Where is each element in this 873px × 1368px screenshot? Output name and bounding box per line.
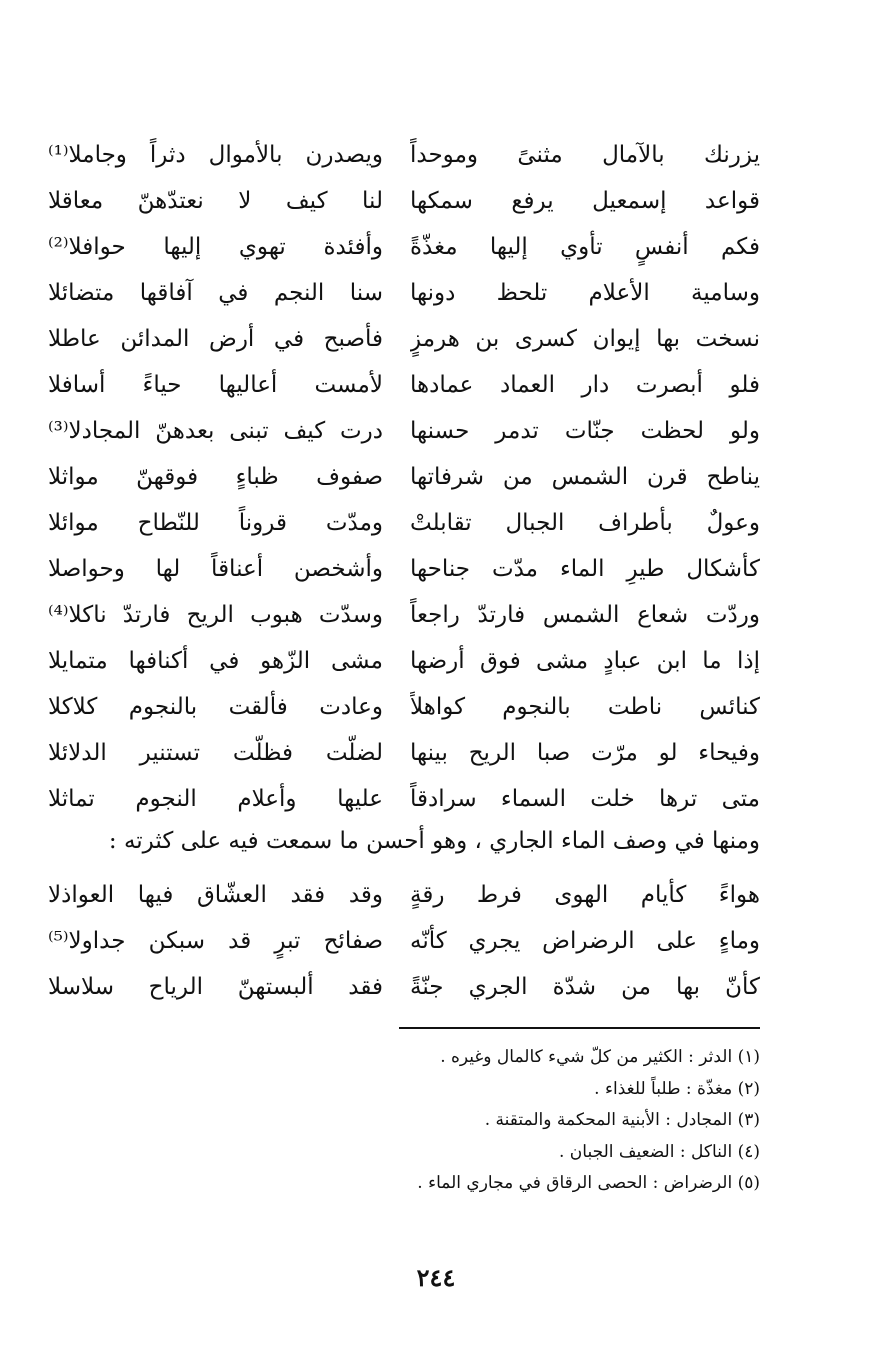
- verse-second-hemistich: عليها وأعلام النجوم تماثلا: [48, 786, 383, 812]
- footnote-item: (٤) الناكل : الضعيف الجبان .: [559, 1141, 760, 1162]
- poem-verses-bottom: [48, 872, 760, 1010]
- verse-line: [48, 546, 760, 592]
- verse-second-hemistich: وأشخصن أعناقاً لها وحواصلا: [48, 556, 383, 582]
- verse-line: [48, 316, 760, 362]
- verse-second-hemistich: ومدّت قروناً للنّطاح موائلا: [48, 510, 383, 536]
- page-number: ٢٤٤: [416, 1263, 456, 1292]
- verse-second-hemistich: فأصبح في أرض المدائن عاطلا: [48, 326, 383, 352]
- footnote-item: (٢) مغذّة : طلباً للغذاء .: [594, 1078, 760, 1099]
- verse-second-hemistich: لأمست أعاليها حياءً أسافلا: [48, 372, 383, 398]
- verse-line: [48, 224, 760, 270]
- verse-first-hemistich: إذا ما ابن عبادٍ مشى فوق أرضها: [410, 648, 760, 674]
- verse-line: [48, 918, 760, 964]
- footnote-item: (٥) الرضراض : الحصى الرقاق في مجاري الماء .: [417, 1173, 760, 1193]
- verse-second-hemistich: وقد فقد العشّاق فيها العواذلا: [48, 882, 383, 908]
- verse-first-hemistich: وسامية الأعلام تلحظ دونها: [410, 280, 760, 306]
- verse-line: [48, 872, 760, 918]
- verse-second-hemistich: وعادت فألقت بالنجوم كلاكلا: [48, 694, 383, 720]
- verse-first-hemistich: يناطح قرن الشمس من شرفاتها: [410, 464, 760, 490]
- verse-line: [48, 500, 760, 546]
- footnote-divider: [399, 1027, 760, 1029]
- verse-first-hemistich: كأنّ بها من شدّة الجري جنّةً: [410, 974, 760, 1000]
- verse-second-hemistich: درت كيف تبنى بعدهنّ المجادلا⁽³⁾: [48, 418, 383, 444]
- footnotes: [48, 1042, 760, 1200]
- verse-first-hemistich: فلو أبصرت دار العماد عمادها: [410, 372, 760, 398]
- verse-first-hemistich: وماءٍ على الرضراض يجري كأنّه: [410, 928, 760, 954]
- verse-line: [48, 270, 760, 316]
- verse-first-hemistich: قواعد إسمعيل يرفع سمكها: [410, 188, 760, 214]
- verse-first-hemistich: وعولٌ بأطراف الجبال تقابلتْ: [410, 510, 760, 536]
- verse-second-hemistich: لنا كيف لا نعتدّهنّ معاقلا: [48, 188, 383, 214]
- verse-line: [48, 454, 760, 500]
- verse-first-hemistich: متى ترها خلت السماء سرادقاً: [410, 786, 760, 812]
- verse-first-hemistich: نسخت بها إيوان كسرى بن هرمزٍ: [410, 326, 760, 352]
- verse-second-hemistich: ويصدرن بالأموال دثراً وجاملا⁽¹⁾: [48, 142, 383, 168]
- poem-verses-top: [48, 132, 760, 822]
- verse-line: [48, 132, 760, 178]
- verse-line: [48, 362, 760, 408]
- verse-line: [48, 408, 760, 454]
- footnote-item: (٣) المجادل : الأبنية المحكمة والمتقنة .: [484, 1110, 760, 1130]
- verse-second-hemistich: وسدّت هبوب الريح فارتدّ ناكلا⁽⁴⁾: [48, 602, 383, 628]
- footnote-item: (١) الدثر : الكثير من كلّ شيء كالمال وغيره .: [440, 1047, 760, 1067]
- prose-introduction: ومنها في وصف الماء الجاري ، وهو أحسن ما سمعت فيه على كثرته :: [108, 828, 760, 854]
- verse-second-hemistich: فقد ألبستهنّ الرياح سلاسلا: [48, 974, 383, 1000]
- verse-first-hemistich: وفيحاء لو مرّت صبا الريح بينها: [410, 740, 760, 766]
- verse-line: [48, 638, 760, 684]
- verse-line: [48, 178, 760, 224]
- verse-first-hemistich: فكم أنفسٍ تأوي إليها مغذّةً: [410, 234, 760, 260]
- verse-second-hemistich: سنا النجم في آفاقها متضائلا: [48, 280, 383, 306]
- verse-second-hemistich: لضلّت فظلّت تستنير الدلائلا: [48, 740, 383, 766]
- verse-second-hemistich: وأفئدة تهوي إليها حوافلا⁽²⁾: [48, 234, 383, 260]
- verse-line: [48, 964, 760, 1010]
- verse-line: [48, 776, 760, 822]
- verse-line: [48, 592, 760, 638]
- verse-second-hemistich: صفوف ظباءٍ فوقهنّ مواثلا: [48, 464, 383, 490]
- verse-first-hemistich: يزرنك بالآمال مثنىً وموحداً: [410, 142, 760, 168]
- verse-first-hemistich: كأشكال طيرِ الماء مدّت جناحها: [410, 556, 760, 582]
- verse-line: [48, 730, 760, 776]
- verse-first-hemistich: كنائس ناطت بالنجوم كواهلاً: [410, 694, 760, 720]
- verse-first-hemistich: ولو لحظت جنّات تدمر حسنها: [410, 418, 760, 444]
- verse-first-hemistich: وردّت شعاع الشمس فارتدّ راجعاً: [410, 602, 760, 628]
- verse-second-hemistich: مشى الزّهو في أكنافها متمايلا: [48, 648, 383, 674]
- verse-first-hemistich: هواءً كأيام الهوى فرط رقةٍ: [410, 882, 760, 908]
- verse-line: [48, 684, 760, 730]
- verse-second-hemistich: صفائح تبرٍ قد سبكن جداولا⁽⁵⁾: [48, 928, 383, 954]
